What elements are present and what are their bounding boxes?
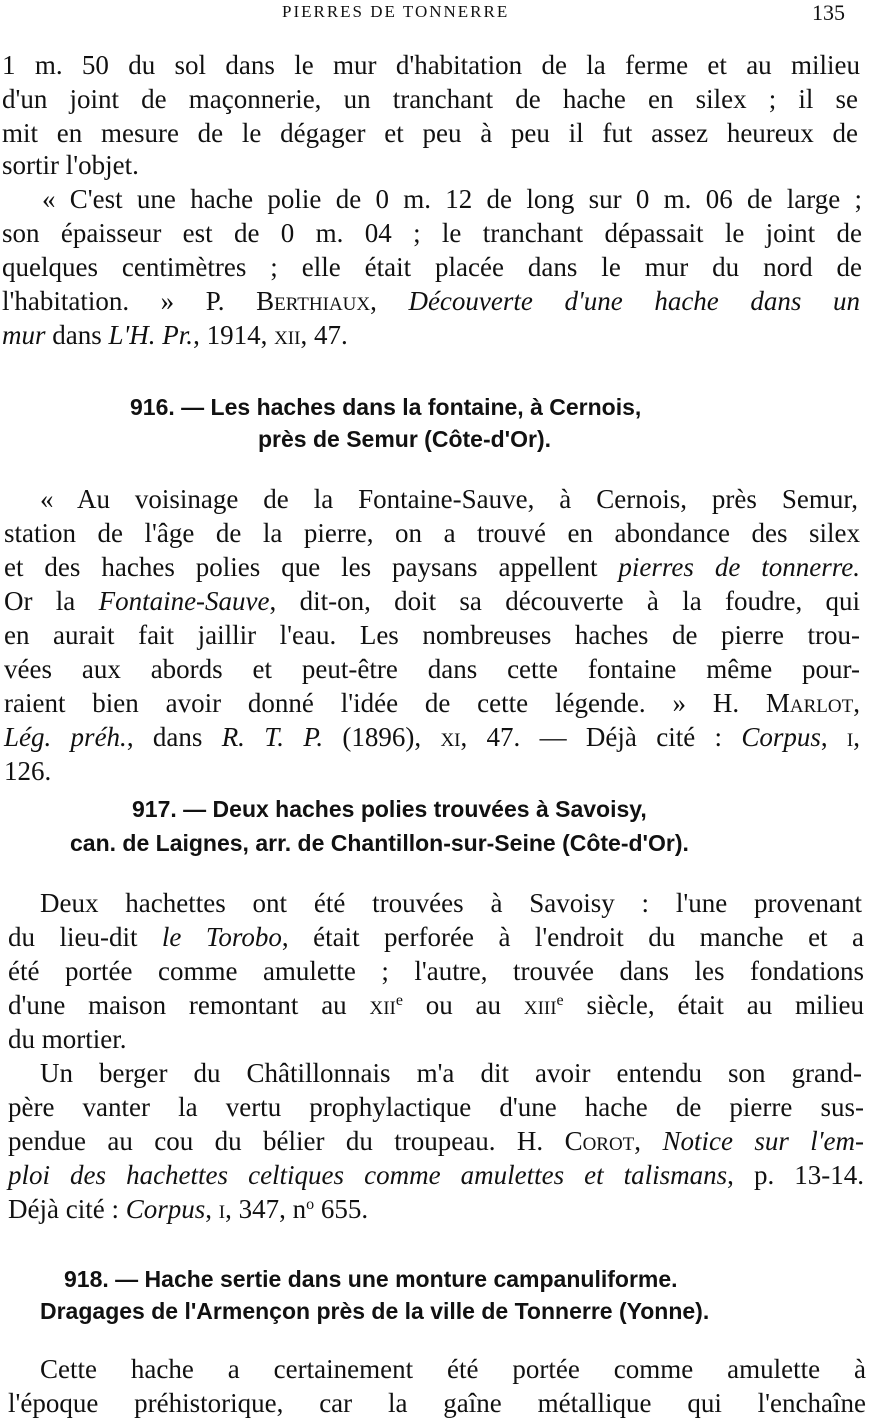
text: , p. 13-14. bbox=[727, 1160, 864, 1190]
text-line: été portée comme amulette ; l'autre, trouvée dans les fondations bbox=[8, 956, 864, 986]
superscript: o bbox=[306, 1196, 315, 1213]
text-line bbox=[4, 550, 860, 584]
text: , bbox=[820, 722, 847, 752]
text-line: d'un joint de maçonnerie, un tranchant de hache en silex ; il se bbox=[2, 84, 858, 114]
text: et des haches polies que les paysans appellent bbox=[4, 552, 619, 582]
text-line: vées aux abords et peut-être dans cette fontaine même pour- bbox=[4, 654, 860, 684]
text: Déjà cité : bbox=[8, 1194, 126, 1224]
text: , dit-on, doit sa découverte à la foudre, qui bbox=[269, 586, 860, 616]
work-title: mur bbox=[2, 320, 46, 350]
emphasis: pierres de tonnerre. bbox=[618, 552, 860, 582]
volume-number: i bbox=[846, 722, 854, 752]
text: d'une maison remontant au bbox=[8, 990, 370, 1020]
text: , bbox=[853, 722, 860, 752]
text-line bbox=[8, 920, 864, 954]
text-line: en aurait fait jaillir l'eau. Les nombreuses haches de pierre trou- bbox=[4, 620, 860, 650]
text-line: 126. bbox=[4, 756, 52, 786]
text-line: sortir l'objet. bbox=[2, 150, 139, 180]
text: , 47. bbox=[300, 320, 348, 350]
text: ou au bbox=[402, 990, 524, 1020]
text-line: du mortier. bbox=[8, 1024, 127, 1054]
text: , 1914, bbox=[193, 320, 275, 350]
text: , 47. — Déjà cité : bbox=[460, 722, 742, 752]
author-name: Marlot bbox=[765, 688, 854, 718]
text-line bbox=[4, 584, 860, 618]
section-heading-918: 918. — Hache sertie dans une monture campanuliforme. bbox=[64, 1266, 678, 1292]
text: , 347, n bbox=[225, 1194, 307, 1224]
section-heading-918-line2: Dragages de l'Armençon près de la ville de Tonnerre (Yonne). bbox=[40, 1298, 710, 1324]
journal-title: R. T. P. bbox=[221, 722, 324, 752]
section-heading-916-line2: près de Semur (Côte-d'Or). bbox=[258, 426, 552, 452]
place-name: le Torobo bbox=[161, 922, 282, 952]
section-heading-917-line2: can. de Laignes, arr. de Chantillon-sur-Seine (Côte-d'Or). bbox=[70, 830, 689, 856]
text-line bbox=[2, 284, 860, 318]
text: l'habitation. » P. bbox=[2, 286, 257, 316]
section-heading-917: 917. — Deux haches polies trouvées à Savoisy, bbox=[132, 796, 647, 822]
text: , dans bbox=[126, 722, 222, 752]
text-line: mit en mesure de le dégager et peu à peu il fut assez heureux de bbox=[2, 118, 858, 148]
work-title: Découverte d'une hache dans un bbox=[408, 286, 860, 316]
text-line bbox=[4, 686, 860, 720]
text-line: « Au voisinage de la Fontaine-Sauve, à Cernois, près Semur, bbox=[40, 484, 858, 514]
century-numeral: xii bbox=[369, 990, 396, 1020]
text: du lieu-dit bbox=[8, 922, 162, 952]
text: pendue au cou du bélier du troupeau. H. bbox=[8, 1126, 565, 1156]
text-line: Deux hachettes ont été trouvées à Savoisy : l'une provenant bbox=[40, 888, 862, 918]
author-name: Berthiaux bbox=[256, 286, 371, 316]
volume-number: xii bbox=[274, 320, 301, 350]
work-title: ploi des hachettes celtiques comme amulettes et talismans bbox=[8, 1160, 728, 1190]
text-line: 1 m. 50 du sol dans le mur d'habitation de la ferme et au milieu bbox=[2, 50, 860, 80]
text: 655. bbox=[314, 1194, 369, 1224]
text: raient bien avoir donné l'idée de cette légende. » H. bbox=[4, 688, 766, 718]
text-line bbox=[4, 720, 860, 754]
text: Or la bbox=[4, 586, 99, 616]
work-title: Notice sur l'em- bbox=[662, 1126, 864, 1156]
section-heading-916: 916. — Les haches dans la fontaine, à Cernois, bbox=[130, 394, 642, 420]
text: , bbox=[205, 1194, 219, 1224]
text: siècle, était au milieu bbox=[563, 990, 864, 1020]
page-number: 135 bbox=[812, 0, 845, 25]
text-line bbox=[8, 1192, 508, 1226]
corpus-ref: Corpus bbox=[741, 722, 821, 752]
place-name: Fontaine-Sauve bbox=[98, 586, 270, 616]
text: , bbox=[634, 1126, 663, 1156]
author-name: Corot bbox=[564, 1126, 635, 1156]
text-line bbox=[8, 1158, 864, 1192]
text: , bbox=[853, 688, 860, 718]
text: (1896), bbox=[323, 722, 441, 752]
superscript: e bbox=[395, 992, 403, 1009]
text-line: son épaisseur est de 0 m. 04 ; le tranchant dépassait le joint de bbox=[2, 218, 862, 248]
text: , était perforée à l'endroit du manche et a bbox=[281, 922, 864, 952]
volume-number: xi bbox=[440, 722, 461, 752]
text-line: l'époque préhistorique, car la gaîne métallique qui l'enchaîne bbox=[8, 1388, 866, 1418]
text-line bbox=[8, 1124, 864, 1158]
text-line: père vanter la vertu prophylactique d'une hache de pierre sus- bbox=[8, 1092, 864, 1122]
text-line: Un berger du Châtillonnais m'a dit avoir entendu son grand- bbox=[40, 1058, 862, 1088]
volume-number: i bbox=[218, 1194, 226, 1224]
century-numeral: xiii bbox=[523, 990, 557, 1020]
text-line: quelques centimètres ; elle était placée dans le mur du nord de bbox=[2, 252, 862, 282]
text-line: « C'est une hache polie de 0 m. 12 de long sur 0 m. 06 de large ; bbox=[42, 184, 862, 214]
text: , bbox=[370, 286, 409, 316]
work-title: Lég. préh. bbox=[4, 722, 127, 752]
text-line: station de l'âge de la pierre, on a trouvé en abondance des silex bbox=[4, 518, 860, 548]
running-title: PIERRES DE TONNERRE bbox=[282, 2, 510, 21]
text-line: Cette hache a certainement été portée comme amulette à bbox=[40, 1354, 866, 1384]
journal-title: L'H. Pr. bbox=[108, 320, 194, 350]
corpus-ref: Corpus bbox=[125, 1194, 206, 1224]
text: dans bbox=[45, 320, 109, 350]
text-line bbox=[8, 988, 864, 1022]
text-line bbox=[2, 318, 502, 352]
superscript: e bbox=[556, 992, 564, 1009]
